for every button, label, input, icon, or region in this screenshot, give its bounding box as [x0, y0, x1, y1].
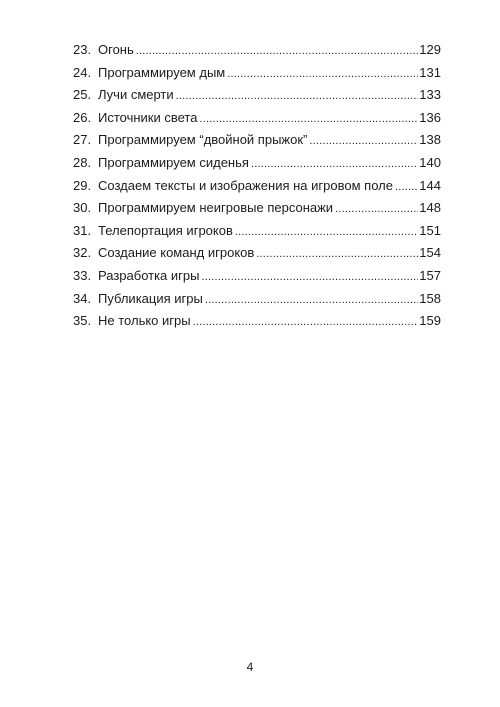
toc-entry-page: 133 [419, 87, 441, 103]
toc-entry-page: 158 [419, 290, 441, 306]
toc-entry-number: 32. [73, 245, 92, 261]
toc-entry-number: 35. [73, 313, 92, 329]
toc-entry-number: 29. [73, 177, 92, 193]
toc-entry[interactable] [73, 152, 441, 175]
toc-entry[interactable] [73, 84, 441, 107]
toc-entry-title: Огонь [98, 42, 134, 57]
toc-entry-title: Программируем дым [98, 64, 226, 80]
toc-entry[interactable] [73, 310, 441, 333]
toc-dot-leader [136, 39, 419, 63]
toc-dot-leader [205, 288, 418, 312]
toc-entry-number: 33. [73, 267, 92, 283]
toc-entry-number: 34. [73, 290, 92, 306]
toc-entry-page: 129 [419, 42, 441, 57]
toc-entry-title: Лучи смерти [98, 87, 174, 103]
toc-entry[interactable] [73, 288, 441, 311]
toc-entry-title: Создаем тексты и изображения на игровом поле [98, 177, 393, 193]
toc-entry-number: 30. [73, 200, 92, 216]
toc-entry[interactable] [73, 265, 441, 288]
toc-entry-page: 140 [419, 154, 441, 170]
toc-entry-title: Программируем сиденья [98, 154, 249, 170]
toc-entry-title: Разработка игры [98, 267, 200, 283]
toc-entry-page: 138 [419, 132, 441, 148]
toc-dot-leader [193, 310, 419, 334]
toc-entry-title: Программируем “двойной прыжок” [98, 132, 308, 148]
toc-entry[interactable] [73, 107, 441, 130]
toc-entry-number: 26. [73, 109, 92, 125]
toc-dot-leader [251, 152, 418, 176]
toc-entry[interactable] [73, 220, 441, 243]
toc-entry-page: 144 [419, 177, 441, 193]
toc-entry-page: 136 [419, 109, 441, 125]
toc-entry-title: Источники света [98, 109, 198, 125]
toc-entry-number: 25. [73, 87, 92, 103]
toc-entry-page: 157 [419, 267, 441, 283]
toc-dot-leader [176, 84, 419, 108]
toc-entry-page: 154 [419, 245, 441, 261]
toc-dot-leader [227, 62, 418, 86]
toc-entry-title: Не только игры [98, 313, 191, 329]
toc-dot-leader [395, 175, 418, 199]
toc-entry-number: 23. [73, 42, 92, 57]
toc-entry[interactable] [73, 197, 441, 220]
toc-entry-title: Публикация игры [98, 290, 203, 306]
toc-entry-number: 27. [73, 132, 92, 148]
toc-entry-title: Программируем неигровые персонажи [98, 200, 334, 216]
toc-entry-title: Телепортация игроков [98, 222, 233, 238]
toc-entry-number: 24. [73, 64, 92, 80]
table-of-contents [73, 39, 441, 333]
toc-dot-leader [335, 197, 418, 221]
toc-dot-leader [201, 265, 418, 289]
toc-entry-page: 131 [419, 64, 441, 80]
toc-entry-title: Создание команд игроков [98, 245, 255, 261]
toc-entry[interactable] [73, 175, 441, 198]
toc-entry[interactable] [73, 129, 441, 152]
toc-dot-leader [309, 129, 418, 153]
page-number: 4 [246, 660, 254, 674]
toc-entry[interactable] [73, 39, 441, 62]
toc-entry-page: 148 [419, 200, 441, 216]
toc-entry[interactable] [73, 242, 441, 265]
toc-dot-leader [235, 220, 418, 244]
toc-entry[interactable] [73, 62, 441, 85]
toc-entry-page: 159 [419, 313, 441, 329]
toc-entry-page: 151 [419, 222, 441, 238]
toc-entry-number: 31. [73, 222, 92, 238]
toc-dot-leader [199, 107, 418, 131]
toc-dot-leader [256, 242, 418, 266]
toc-entry-number: 28. [73, 154, 92, 170]
